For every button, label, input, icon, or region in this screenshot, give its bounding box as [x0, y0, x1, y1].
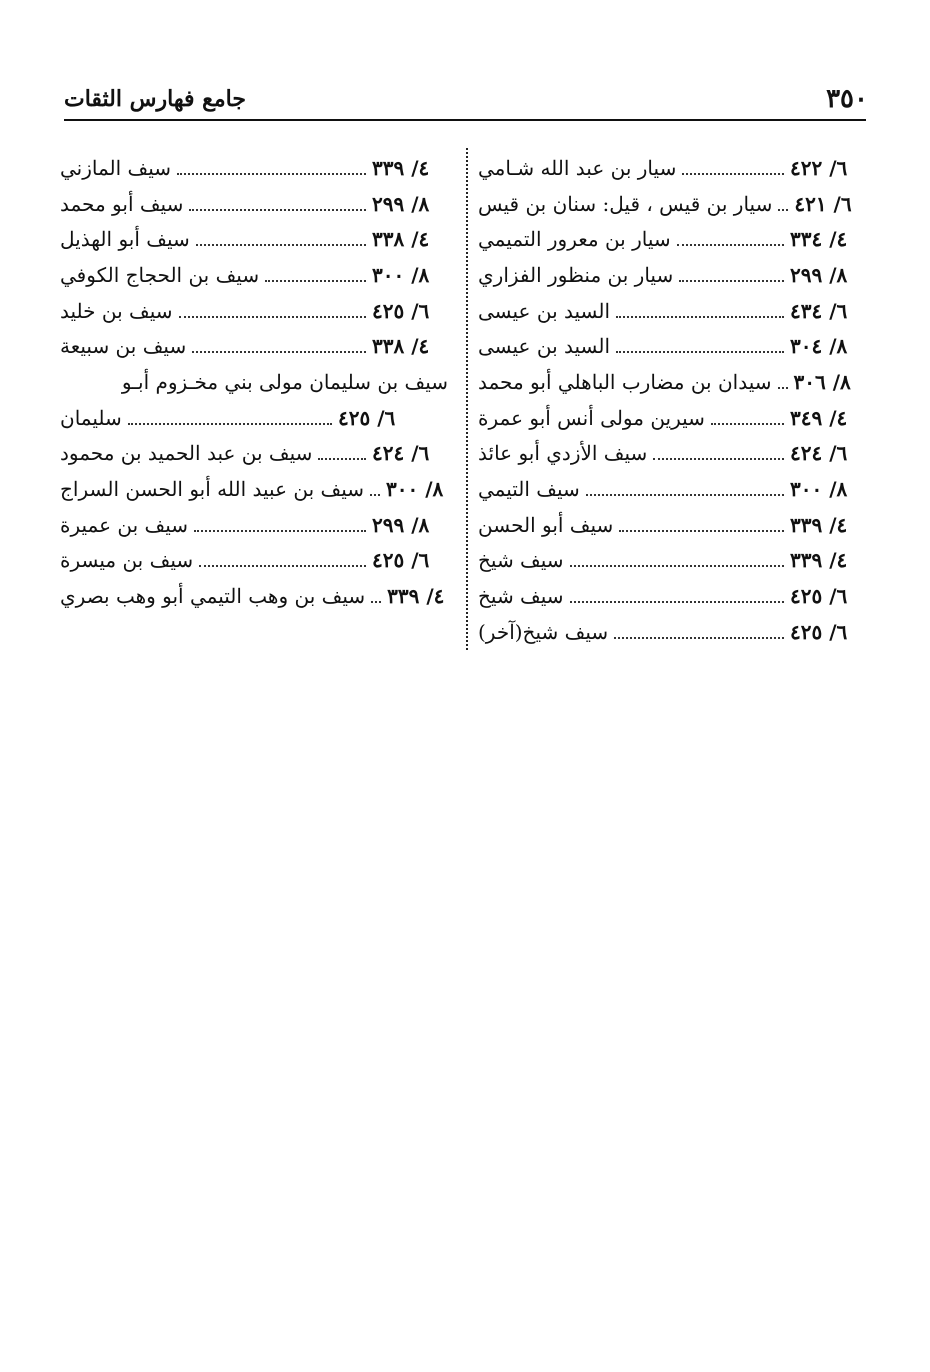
dot-leader	[711, 423, 784, 425]
entry-name: سيرين مولى أنس أبو عمرة	[478, 405, 705, 430]
dot-leader	[619, 530, 784, 532]
dot-leader	[194, 530, 366, 532]
index-entry	[60, 150, 448, 186]
index-entry	[60, 328, 448, 364]
entry-reference: ٦/ ٤٢٢	[790, 155, 848, 180]
index-entry	[60, 293, 448, 329]
entry-name: سيف بن وهب التيمي أبو وهب بصري	[60, 584, 366, 609]
entry-reference: ٤/ ٣٣٩	[387, 584, 445, 609]
entry-name: سيف أبو الهذيل	[60, 227, 190, 252]
dot-leader	[192, 351, 366, 353]
index-entry	[478, 471, 866, 507]
index-entry	[60, 507, 448, 543]
column-separator	[466, 148, 468, 650]
entry-reference: ٤/ ٣٣٩	[372, 155, 430, 180]
index-entry	[478, 257, 866, 293]
index-entry	[60, 578, 448, 614]
entry-reference: ٤/ ٣٣٤	[790, 227, 848, 252]
entry-name: سيف أبو محمد	[60, 191, 184, 216]
dot-leader	[616, 316, 784, 318]
entry-reference: ٨/ ٢٩٩	[372, 191, 430, 216]
dot-leader	[370, 494, 380, 496]
entry-name: سيف أبو الحسن	[478, 512, 614, 537]
index-entry	[478, 364, 866, 400]
entry-name: سيف شيخ	[478, 584, 564, 609]
entry-reference: ٦/ ٤٢٥	[790, 619, 848, 644]
dot-leader	[586, 494, 784, 496]
entry-name: سيف بن عبيد الله أبو الحسن السراج	[60, 477, 365, 502]
entry-name: السيد بن عيسى	[478, 334, 611, 359]
index-entry	[478, 578, 866, 614]
entry-name: سيار بن منظور الفزاري	[478, 262, 674, 287]
page-number: ٣٥٠	[826, 84, 868, 114]
entry-name: سيف بن عميرة	[60, 512, 189, 537]
entry-name: سيدان بن مضارب الباهلي أبو محمد	[478, 369, 772, 394]
entry-reference: ٨/ ٣٠٠	[386, 477, 444, 502]
entry-reference: ٨/ ٣٠٦	[793, 369, 851, 394]
dot-leader	[196, 244, 366, 246]
dot-leader	[265, 280, 366, 282]
index-entry	[478, 328, 866, 364]
index-entry	[478, 293, 866, 329]
index-entry-continuation	[60, 400, 448, 436]
entry-reference: ٨/ ٣٠٠	[372, 262, 430, 287]
index-entry	[60, 436, 448, 472]
dot-leader	[179, 316, 366, 318]
dot-leader	[189, 209, 366, 211]
dot-leader	[682, 173, 784, 175]
dot-leader	[679, 280, 784, 282]
entry-reference: ٦/ ٤٢١	[794, 191, 852, 216]
index-entry	[478, 614, 866, 650]
index-entry	[478, 186, 866, 222]
entry-reference: ٦/ ٤٢٥	[338, 405, 396, 430]
running-title: جامع فهارس الثقات	[64, 86, 246, 112]
dot-leader	[677, 244, 784, 246]
dot-leader	[177, 173, 366, 175]
dot-leader	[653, 458, 784, 460]
entry-name: سيف التيمي	[478, 477, 580, 502]
index-column-right	[478, 150, 866, 650]
index-entry	[60, 257, 448, 293]
entry-name: سيف بن ميسرة	[60, 548, 194, 573]
entry-reference: ٦/ ٤٢٥	[372, 298, 430, 323]
entry-reference: ٦/ ٤٢٥	[372, 548, 430, 573]
entry-name: سيف الأزدي أبو عائذ	[478, 441, 648, 466]
entry-name: سيف بن عبد الحميد بن محمود	[60, 441, 313, 466]
entry-reference: ٤/ ٣٤٩	[790, 405, 848, 430]
dot-leader	[128, 423, 332, 425]
entry-reference: ٤/ ٣٣٩	[790, 548, 848, 573]
dot-leader	[778, 387, 788, 389]
header-rule	[64, 119, 866, 121]
index-entry	[478, 221, 866, 257]
entry-name: سيف شيخ	[478, 548, 564, 573]
index-column-left	[60, 150, 448, 614]
entry-name-continuation: سليمان	[60, 405, 122, 430]
dot-leader	[616, 351, 784, 353]
index-entry	[60, 543, 448, 579]
entry-name: سيار بن معرور التميمي	[478, 227, 671, 252]
dot-leader	[778, 209, 788, 211]
index-entry	[478, 436, 866, 472]
entry-name: سيف المازني	[60, 155, 172, 180]
entry-reference: ٨/ ٢٩٩	[372, 512, 430, 537]
dot-leader	[570, 601, 784, 603]
entry-reference: ٦/ ٤٢٤	[372, 441, 430, 466]
entry-name: سيف بن سبيعة	[60, 334, 187, 359]
entry-name: سيف بن الحجاج الكوفي	[60, 262, 260, 287]
dot-leader	[199, 565, 366, 567]
entry-name: سيار بن عبد الله شـامي	[478, 155, 677, 180]
dot-leader	[371, 601, 381, 603]
index-entry	[478, 507, 866, 543]
dot-leader	[318, 458, 366, 460]
entry-reference: ٦/ ٤٢٥	[790, 584, 848, 609]
index-entry	[60, 471, 448, 507]
entry-reference: ٨/ ٢٩٩	[790, 262, 848, 287]
entry-name: سيف بن سليمان مولى بني مخـزوم أبـو	[121, 369, 448, 394]
entry-reference: ٤/ ٣٣٩	[790, 512, 848, 537]
entry-reference: ٤/ ٣٣٨	[372, 227, 430, 252]
dot-leader	[570, 565, 784, 567]
index-entry	[60, 186, 448, 222]
dot-leader	[614, 637, 784, 639]
entry-name: سيف بن خليد	[60, 298, 173, 323]
entry-reference: ٨/ ٣٠٠	[790, 477, 848, 502]
index-entry	[478, 400, 866, 436]
index-entry	[60, 221, 448, 257]
entry-reference: ٦/ ٤٢٤	[790, 441, 848, 466]
entry-name: سيف شيخ(آخر)	[478, 619, 609, 644]
entry-name: سيار بن قيس ، قيل: سنان بن قيس	[478, 191, 773, 216]
index-entry	[478, 543, 866, 579]
entry-reference: ٤/ ٣٣٨	[372, 334, 430, 359]
entry-reference: ٨/ ٣٠٤	[790, 334, 848, 359]
index-entry-first-line	[60, 364, 448, 400]
entry-reference: ٦/ ٤٣٤	[790, 298, 848, 323]
entry-name: السيد بن عيسى	[478, 298, 611, 323]
index-entry	[478, 150, 866, 186]
